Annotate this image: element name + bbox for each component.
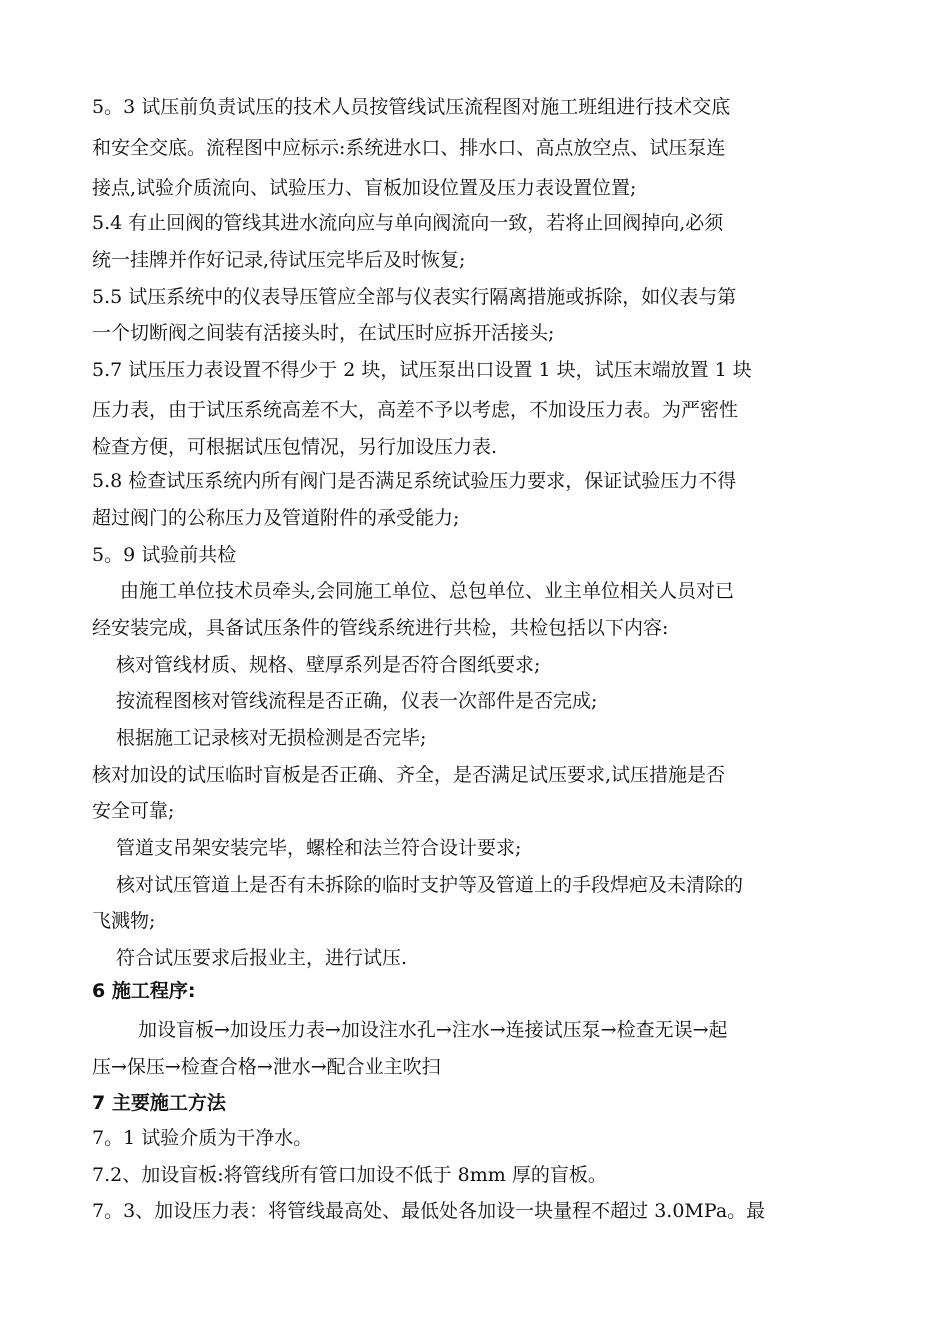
- text-line: 7.2、加设盲板:将管线所有管口加设不低于 8mm 厚的盲板。: [92, 1164, 607, 1186]
- text-line: 接点,试验介质流向、试验压力、盲板加设位置及压力表设置位置;: [92, 177, 637, 199]
- text-line: 经安装完成，具备试压条件的管线系统进行共检，共检包括以下内容:: [92, 617, 669, 639]
- text-line: 和安全交底。流程图中应标示:系统进水口、排水口、高点放空点、试压泵连: [92, 137, 726, 159]
- section-heading: 7 主要施工方法: [92, 1092, 226, 1114]
- text-line: 检查方便，可根据试压包情况，另行加设压力表.: [92, 436, 498, 458]
- text-line: 5.7 试压压力表设置不得少于 2 块，试压泵出口设置 1 块，试压末端放置 1 块: [92, 359, 752, 381]
- text-line: 5.5 试压系统中的仪表导压管应全部与仪表实行隔离措施或拆除，如仪表与第: [92, 286, 737, 308]
- text-line: 7。1 试验介质为干净水。: [92, 1127, 313, 1149]
- checklist-item: 根据施工记录核对无损检测是否完毕;: [116, 727, 427, 749]
- checklist-item: 核对试压管道上是否有未拆除的临时支护等及管道上的手段焊疤及未清除的: [116, 874, 744, 896]
- text-line: 统一挂牌并作好记录,待试压完毕后及时恢复;: [92, 249, 466, 271]
- checklist-item: 符合试压要求后报业主，进行试压.: [116, 947, 408, 969]
- text-line: 5.4 有止回阀的管线其进水流向应与单向阀流向一致，若将止回阀掉向,必须: [92, 212, 724, 234]
- text-line: 加设盲板→加设压力表→加设注水孔→注水→连接试压泵→检查无误→起: [138, 1019, 728, 1041]
- text-line: 由施工单位技术员牵头,会同施工单位、总包单位、业主单位相关人员对已: [120, 580, 735, 602]
- text-line: 超过阀门的公称压力及管道附件的承受能力;: [92, 507, 460, 529]
- text-line: 飞溅物;: [92, 910, 156, 932]
- section-heading: 5。9 试验前共检: [92, 544, 237, 566]
- text-line: 5。3 试压前负责试压的技术人员按管线试压流程图对施工班组进行技术交底: [92, 96, 731, 118]
- checklist-item: 核对加设的试压临时盲板是否正确、齐全，是否满足试压要求,试压措施是否: [92, 764, 726, 786]
- text-line: 7。3、加设压力表：将管线最高处、最低处各加设一块量程不超过 3.0MPa。最: [92, 1200, 766, 1222]
- text-line: 安全可靠;: [92, 800, 175, 822]
- text-line: 压→保压→检查合格→泄水→配合业主吹扫: [92, 1056, 441, 1078]
- text-line: 一个切断阀之间装有活接头时，在试压时应拆开活接头;: [92, 322, 555, 344]
- checklist-item: 按流程图核对管线流程是否正确，仪表一次部件是否完成;: [116, 690, 598, 712]
- text-line: 压力表，由于试压系统高差不大，高差不予以考虑，不加设压力表。为严密性: [92, 399, 739, 421]
- text-line: 5.8 检查试压系统内所有阀门是否满足系统试验压力要求，保证试验压力不得: [92, 470, 737, 492]
- checklist-item: 核对管线材质、规格、壁厚系列是否符合图纸要求;: [116, 654, 541, 676]
- checklist-item: 管道支吊架安装完毕，螺栓和法兰符合设计要求;: [116, 837, 522, 859]
- section-heading: 6 施工程序:: [92, 980, 196, 1002]
